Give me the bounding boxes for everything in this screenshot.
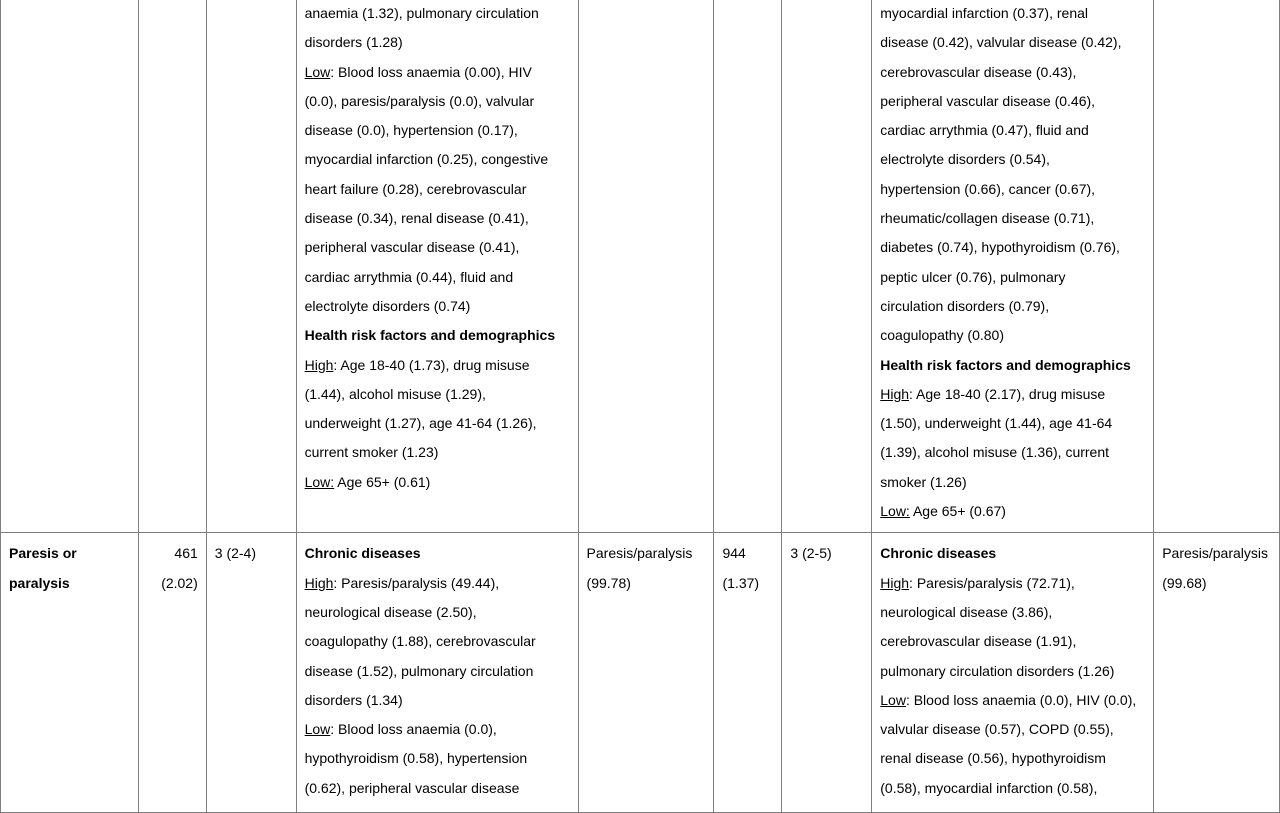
- median-value: 3 (2-4): [214, 545, 256, 562]
- text-line: [880, 175, 1147, 204]
- text-segment: smoker (1.26): [880, 473, 967, 490]
- text-segment: electrolyte disorders (0.54),: [880, 151, 1050, 168]
- section-heading: Health risk factors and demographics: [304, 327, 556, 344]
- text-line: [880, 380, 1147, 409]
- text-line: [305, 0, 572, 28]
- text-line: [880, 409, 1147, 438]
- text-segment: electrolyte disorders (0.74): [304, 297, 471, 314]
- text-line: [305, 28, 572, 57]
- text-line: [880, 686, 1147, 715]
- text-segment: : Blood loss anaemia (0.0),: [330, 721, 497, 738]
- text-segment: : Blood loss anaemia (0.0), HIV (0.0),: [905, 691, 1137, 708]
- text-line: [880, 627, 1147, 656]
- cell-n2: [714, 533, 782, 813]
- text-line: [880, 468, 1147, 497]
- text-segment: coagulopathy (1.88), cerebrovascular: [304, 633, 536, 650]
- table-row-continued: [1, 0, 1280, 533]
- text-segment: disease (0.42), valvular disease (0.42),: [880, 34, 1122, 51]
- text-segment: : Paresis/paralysis (49.44),: [333, 574, 500, 591]
- text-line: [880, 774, 1147, 803]
- cell-condition: [1, 533, 139, 813]
- text-segment: (0.58), myocardial infarction (0.58),: [880, 779, 1098, 796]
- cell-top-condition-1: [578, 0, 714, 533]
- text-line: [880, 116, 1147, 145]
- text-line: [880, 539, 1147, 568]
- text-segment: : Paresis/paralysis (72.71),: [909, 574, 1075, 591]
- text-line: [305, 380, 572, 409]
- text-segment: disease (0.34), renal disease (0.41),: [304, 210, 529, 227]
- text-segment: (1.44), alcohol misuse (1.29),: [304, 385, 486, 402]
- text-line: [880, 145, 1147, 174]
- text-line: [305, 321, 572, 350]
- text-line: [880, 569, 1147, 598]
- text-segment: coagulopathy (0.80): [880, 327, 1005, 344]
- level-label: Low: [304, 63, 331, 80]
- text-line: [880, 28, 1147, 57]
- table-row-paresis: [1, 533, 1280, 813]
- text-line: [880, 657, 1147, 686]
- cell-condition: [1, 0, 139, 533]
- text-line: [880, 233, 1147, 262]
- text-segment: : Age 18-40 (1.73), drug misuse: [333, 356, 530, 373]
- text-line: [880, 497, 1147, 526]
- text-segment: cerebrovascular disease (0.43),: [880, 63, 1077, 80]
- section-heading: Health risk factors and demographics: [880, 356, 1131, 373]
- text-segment: renal disease (0.56), hypothyroidism: [880, 750, 1106, 767]
- text-segment: (1.39), alcohol misuse (1.36), current: [880, 444, 1110, 461]
- cell-n2: [714, 0, 782, 533]
- text-line: [305, 116, 572, 145]
- text-line: [305, 657, 572, 686]
- cell-top-condition-2: [1154, 0, 1280, 533]
- level-label: Low:: [304, 473, 335, 490]
- text-line: [305, 175, 572, 204]
- text-segment: myocardial infarction (0.25), congestive: [304, 151, 549, 168]
- text-segment: anaemia (1.32), pulmonary circulation: [304, 5, 539, 21]
- text-segment: pulmonary circulation disorders (1.26): [880, 662, 1115, 679]
- level-label: High: [880, 385, 910, 402]
- text-segment: disease (0.0), hypertension (0.17),: [304, 122, 518, 139]
- text-line: [305, 774, 572, 803]
- text-segment: neurological disease (3.86),: [880, 603, 1053, 620]
- text-line: [880, 58, 1147, 87]
- text-line: [305, 744, 572, 773]
- section-heading: Chronic diseases: [880, 545, 997, 562]
- text-segment: disorders (1.28): [304, 34, 403, 51]
- cell-associations-1: [296, 533, 578, 813]
- text-segment: (0.0), paresis/paralysis (0.0), valvular: [304, 92, 535, 109]
- cell-top-condition-1: [578, 533, 714, 813]
- text-segment: heart failure (0.28), cerebrovascular: [304, 180, 527, 197]
- text-line: [880, 263, 1147, 292]
- text-segment: peripheral vascular disease (0.41),: [304, 239, 520, 256]
- cell-median1: [206, 533, 296, 813]
- cell-n1: [138, 533, 206, 813]
- text-segment: myocardial infarction (0.37), renal: [880, 5, 1089, 21]
- level-label: High: [880, 574, 910, 591]
- text-line: [305, 438, 572, 467]
- text-line: [305, 409, 572, 438]
- text-segment: : Age 18-40 (2.17), drug misuse: [909, 385, 1106, 402]
- cell-top-condition-2: [1154, 533, 1280, 813]
- text-line: [305, 233, 572, 262]
- text-segment: disorders (1.34): [304, 691, 403, 708]
- text-segment: rheumatic/collagen disease (0.71),: [880, 210, 1095, 227]
- text-line: [305, 292, 572, 321]
- text-segment: Age 65+ (0.67): [909, 503, 1006, 520]
- condition-label: Paresis or paralysis: [9, 545, 77, 591]
- text-segment: disease (1.52), pulmonary circulation: [304, 662, 534, 679]
- text-line: [305, 686, 572, 715]
- text-segment: cerebrovascular disease (1.91),: [880, 633, 1077, 650]
- text-segment: (1.50), underweight (1.44), age 41-64: [880, 415, 1113, 432]
- cell-associations-2: [872, 0, 1154, 533]
- count-value: 461 (2.02): [161, 545, 198, 591]
- text-line: [880, 292, 1147, 321]
- count-value: 944 (1.37): [722, 545, 760, 591]
- level-label: High: [304, 356, 334, 373]
- text-line: [305, 58, 572, 87]
- text-segment: hypothyroidism (0.58), hypertension: [304, 750, 528, 767]
- text-segment: hypertension (0.66), cancer (0.67),: [880, 180, 1096, 197]
- text-segment: current smoker (1.23): [304, 444, 439, 461]
- cell-associations-1: [296, 0, 578, 533]
- text-line: [305, 598, 572, 627]
- top-condition-value: Paresis/paralysis (99.68): [1162, 545, 1269, 591]
- text-segment: circulation disorders (0.79),: [880, 297, 1050, 314]
- section-heading: Chronic diseases: [304, 545, 421, 562]
- text-line: [305, 715, 572, 744]
- cell-median2: [782, 533, 872, 813]
- text-line: [305, 539, 572, 568]
- text-line: [880, 0, 1147, 28]
- text-line: [880, 87, 1147, 116]
- text-segment: valvular disease (0.57), COPD (0.55),: [880, 721, 1114, 738]
- text-segment: neurological disease (2.50),: [304, 603, 477, 620]
- text-line: [880, 204, 1147, 233]
- text-line: [305, 468, 572, 497]
- text-segment: : Blood loss anaemia (0.00), HIV: [330, 63, 532, 80]
- cell-median1: [206, 0, 296, 533]
- text-line: [305, 145, 572, 174]
- top-condition-value: Paresis/paralysis (99.78): [586, 545, 693, 591]
- text-segment: underweight (1.27), age 41-64 (1.26),: [304, 415, 537, 432]
- text-segment: cardiac arrythmia (0.47), fluid and: [880, 122, 1089, 139]
- text-line: [305, 627, 572, 656]
- text-line: [305, 87, 572, 116]
- text-line: [305, 263, 572, 292]
- cell-n1: [138, 0, 206, 533]
- text-segment: peripheral vascular disease (0.46),: [880, 92, 1096, 109]
- median-value: 3 (2-5): [790, 545, 832, 562]
- text-segment: diabetes (0.74), hypothyroidism (0.76),: [880, 239, 1120, 256]
- text-line: [880, 438, 1147, 467]
- level-label: Low: [880, 691, 906, 708]
- text-line: [305, 351, 572, 380]
- text-line: [305, 204, 572, 233]
- cell-median2: [782, 0, 872, 533]
- text-segment: (0.62), peripheral vascular disease: [304, 779, 520, 796]
- text-line: [880, 744, 1147, 773]
- text-segment: cardiac arrythmia (0.44), fluid and: [304, 268, 514, 285]
- text-segment: peptic ulcer (0.76), pulmonary: [880, 268, 1066, 285]
- cell-associations-2: [872, 533, 1154, 813]
- text-line: [880, 351, 1147, 380]
- level-label: High: [304, 574, 334, 591]
- text-segment: Age 65+ (0.61): [334, 473, 431, 490]
- text-line: [305, 569, 572, 598]
- text-line: [880, 321, 1147, 350]
- level-label: Low:: [880, 503, 910, 520]
- text-line: [880, 715, 1147, 744]
- text-line: [880, 598, 1147, 627]
- level-label: Low: [304, 721, 331, 738]
